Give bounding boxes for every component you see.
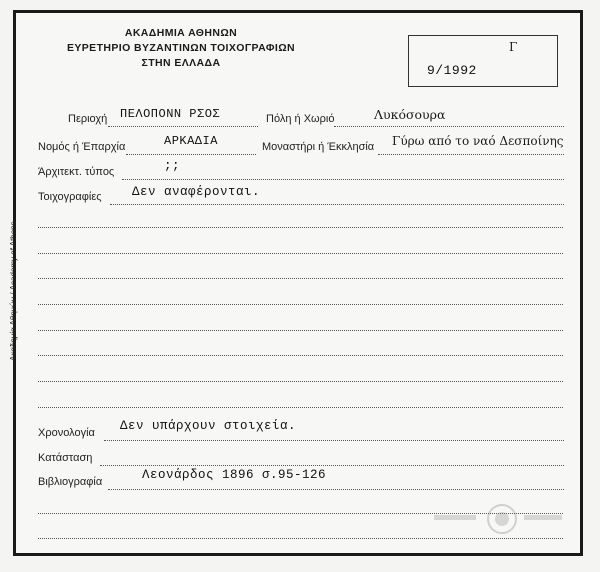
perioxi-dotline [108, 126, 258, 127]
ruled-line [38, 381, 563, 382]
poli-dotline [334, 126, 564, 127]
toixo-label: Τοιχογραφίες [38, 191, 102, 203]
nomos-dotline [126, 154, 256, 155]
reference-number: 9/1992 [427, 63, 477, 78]
katastasi-dotline [100, 465, 564, 466]
ruled-line [38, 304, 563, 305]
xrono-dotline [104, 440, 564, 441]
arxitekt-dotline [122, 179, 564, 180]
index-card [9, 10, 583, 556]
arxitekt-label: Άρχιτεκτ. τύπος [38, 166, 115, 178]
ruled-line [38, 253, 563, 254]
ruled-line [38, 227, 563, 228]
moni-label: Μοναστήρι ή Έκκλησία [262, 141, 375, 153]
watermark-stamp [428, 501, 568, 537]
ruled-line [38, 355, 563, 356]
reference-box [408, 35, 558, 87]
biblio-value: Λεονάρδος 1896 σ.95-126 [142, 468, 327, 482]
ruled-line [38, 330, 563, 331]
side-credit-text: Ακαδημία Αθηνών / Academy of Athens [9, 221, 18, 361]
ruled-line [38, 538, 563, 539]
ruled-line [38, 278, 563, 279]
header-line-2: ΕΥΡΕΤΗΡΙΟ ΒΥΖΑΝΤΙΝΩΝ ΤΟΙΧΟΓΡΑΦΙΩΝ [66, 42, 296, 54]
reference-letter: Γ [509, 40, 518, 54]
perioxi-value: ΠΕΛΟΠΟΝΝ ΡΣΟΣ [120, 107, 221, 121]
arxitekt-value: ;; [164, 159, 181, 173]
toixo-dotline [110, 204, 564, 205]
header-line-1: ΑΚΑΔΗΜΙΑ ΑΘΗΝΩΝ [124, 27, 238, 39]
biblio-dotline [108, 489, 564, 490]
perioxi-label: Περιοχή [68, 113, 108, 125]
ruled-line [38, 407, 563, 408]
katastasi-label: Κατάσταση [38, 452, 93, 464]
moni-value: Γύρω από το ναό Δεσποίνης [392, 134, 564, 148]
nomos-label: Νομός ή Έπαρχία [38, 141, 126, 153]
xrono-label: Χρονολογία [38, 427, 95, 439]
xrono-value: Δεν υπάρχουν στοιχεία. [120, 419, 297, 433]
nomos-value: ΑΡΚΑΔΙΑ [164, 134, 218, 148]
poli-label: Πόλη ή Χωριό [266, 113, 335, 125]
moni-dotline [378, 154, 564, 155]
toixo-value: Δεν αναφέρονται. [132, 185, 261, 199]
side-credit [9, 31, 23, 361]
biblio-label: Βιβλιογραφία [38, 476, 103, 488]
header-line-3: ΣΤΗΝ ΕΛΛΑΔΑ [141, 57, 221, 69]
poli-value: Λυκόσουρα [374, 107, 446, 122]
